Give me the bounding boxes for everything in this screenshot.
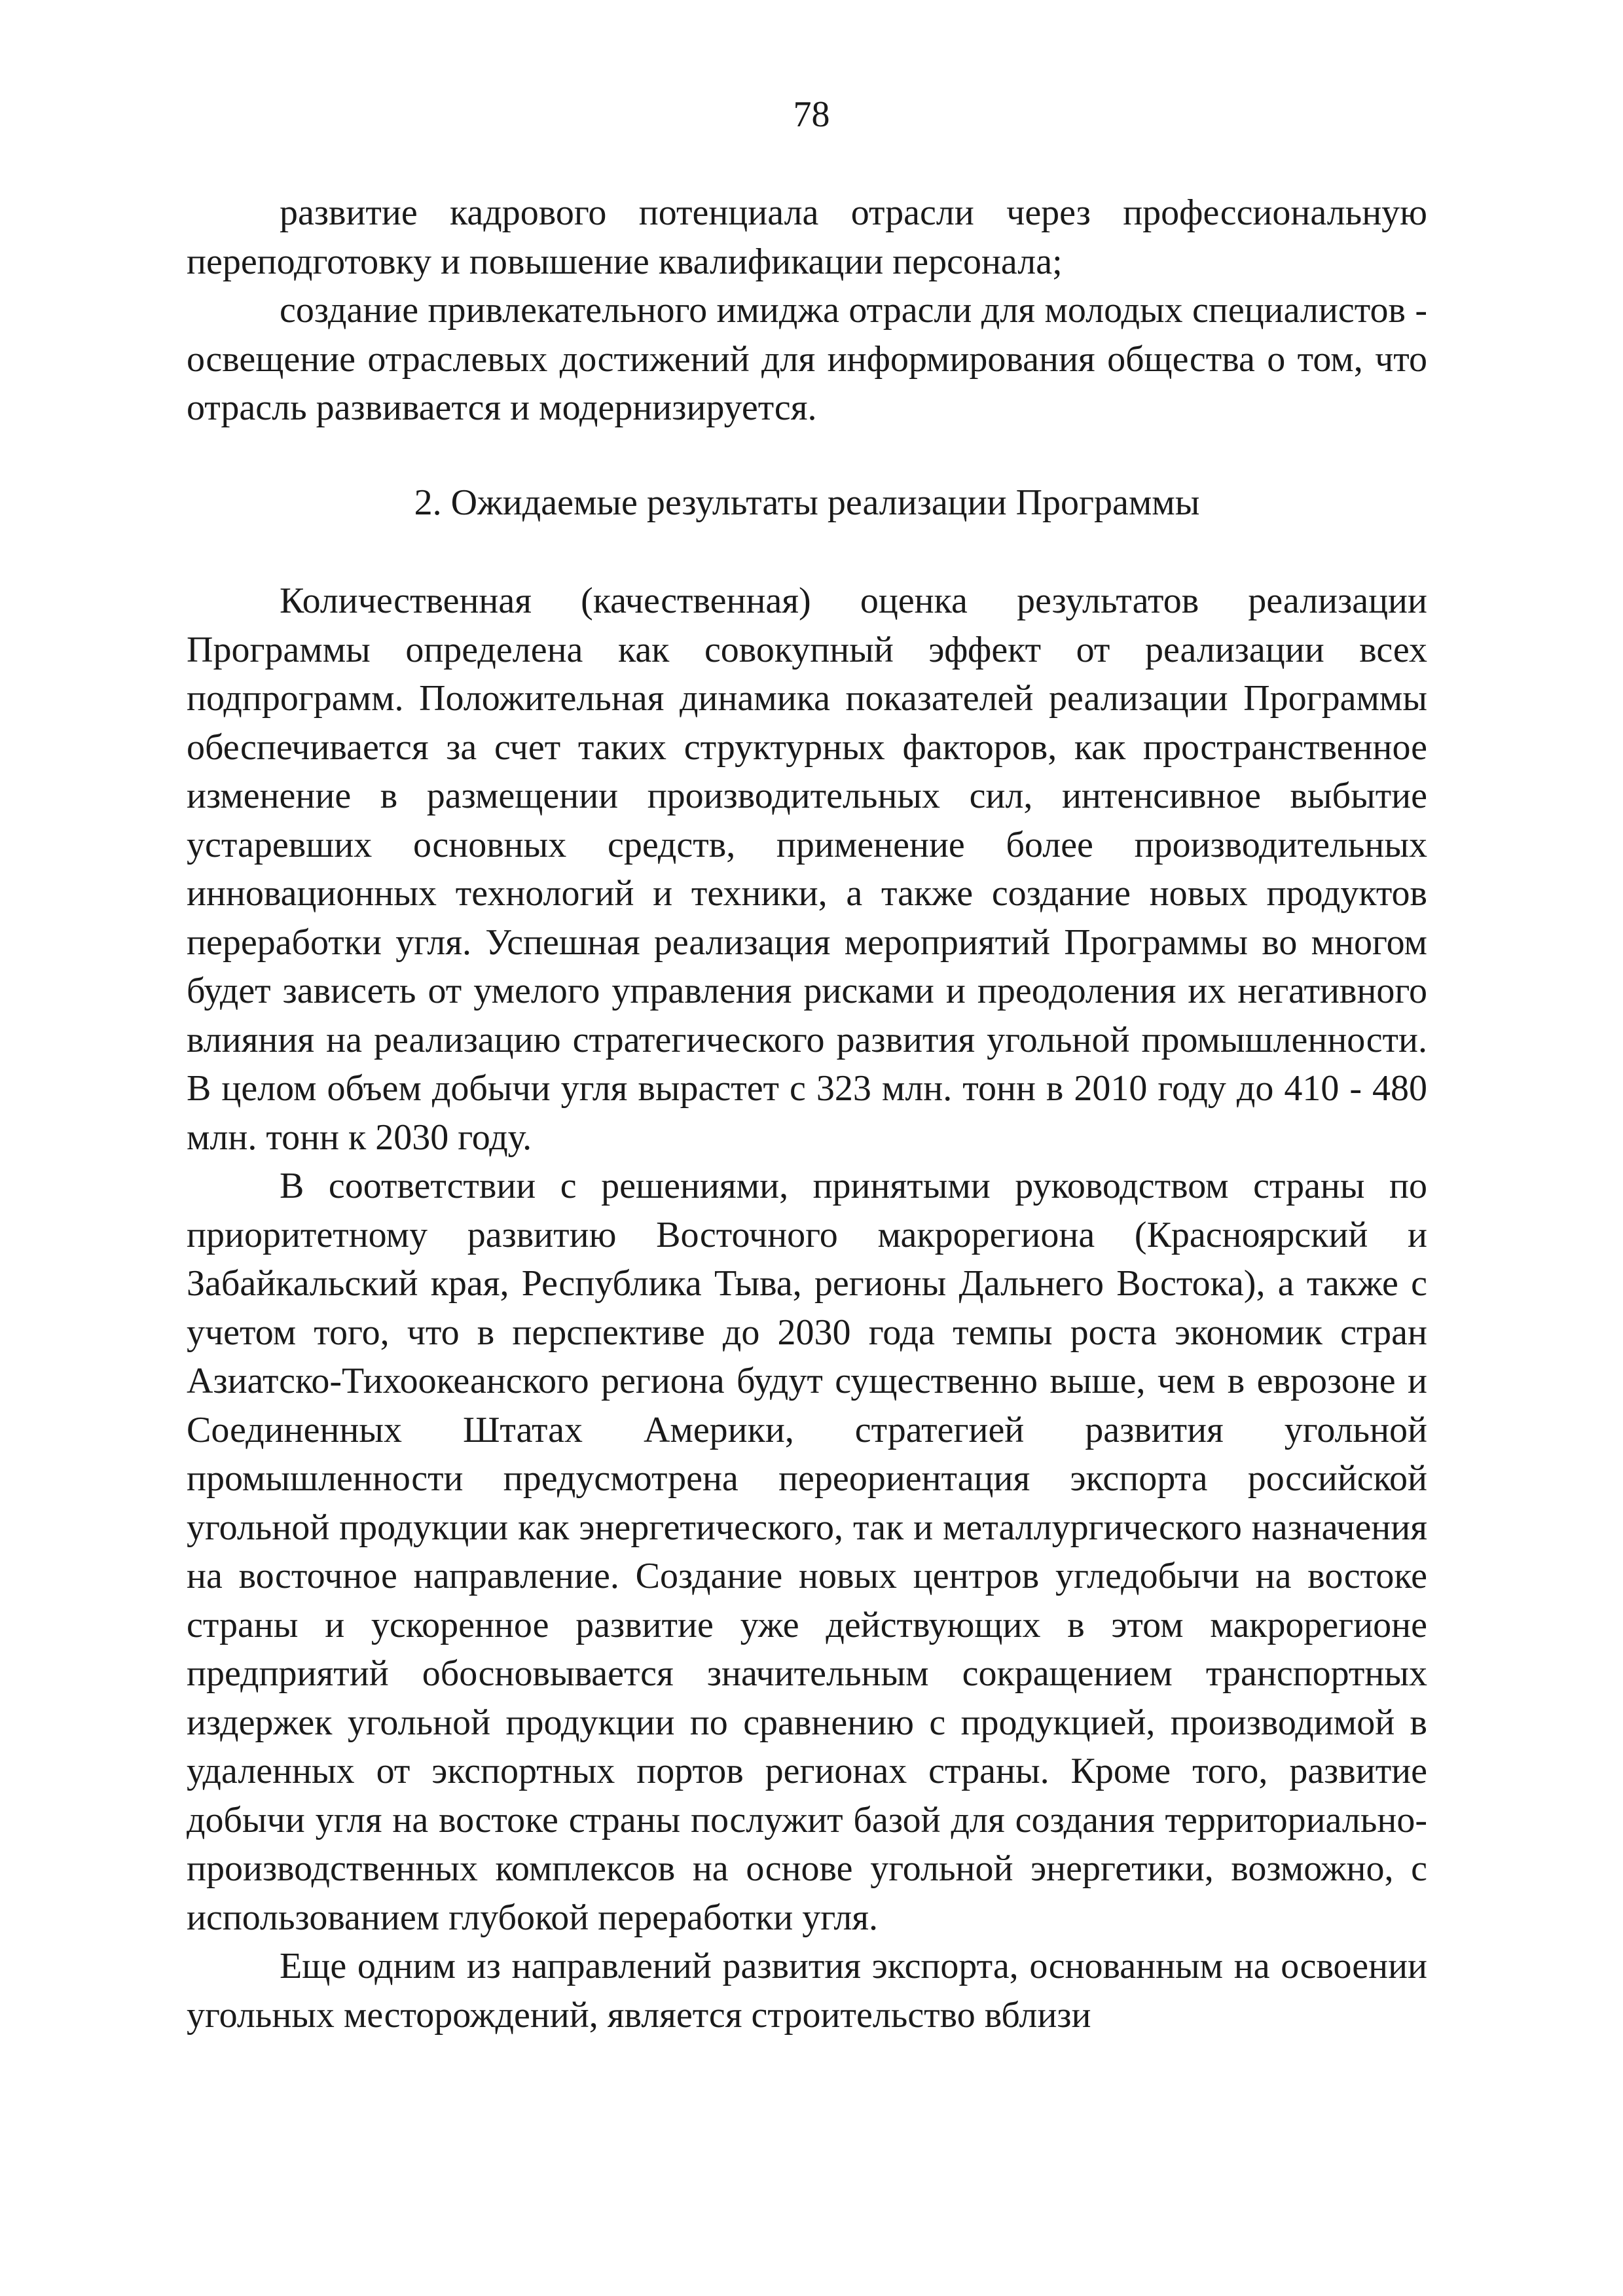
paragraph-results-assessment: Количественная (качественная) оценка результатов реализации Программы определена как совокупный эффект от реализации всех подпрограмм. Положительная динамика показателей реализации Программы обеспечивается за счет таких структурных факторов, как пространственное изменение в размещении производительных сил, интенсивное выбытие устаревших основных средств, применение более производительных инновационных технологий и техники, а также создание новых продуктов переработки угля. Успешная реализация мероприятий Программы во многом будет зависеть от умелого управления рисками и преодоления их негативного влияния на реализацию стратегического развития угольной промышленности. В целом объем добычи угля вырастет с 323 млн. тонн в 2010 году до 410 - 480 млн. тонн к 2030 году.: [187, 581, 1427, 1158]
intro-paragraph-1: развитие кадрового потенциала отрасли через профессиональную переподготовку и повышение квалификации персонала;: [187, 192, 1427, 282]
page-number: 78: [793, 94, 830, 135]
paragraph-export-direction: Еще одним из направлений развития экспорта, основанным на освоении угольных месторождений, является строительство вблизи: [187, 1946, 1427, 2036]
document-body: [187, 188, 1427, 2039]
intro-paragraph-2: создание привлекательного имиджа отрасли для молодых специалистов - освещение отраслевых достижений для информирования общества о том, что отрасль развивается и модернизируется.: [187, 290, 1427, 428]
paragraph-eastern-macroregion: В соответствии с решениями, принятыми руководством страны по приоритетному развитию Восточного макрорегиона (Красноярский и Забайкальский края, Республика Тыва, регионы Дальнего Востока), а также с учетом того, что в перспективе до 2030 года темпы роста экономик стран Азиатско-Тихоокеанского региона будут существенно выше, чем в еврозоне и Соединенных Штатах Америки, стратегией развития угольной промышленности предусмотрена переориентация экспорта российской угольной продукции как энергетического, так и металлургического назначения на восточное направление. Создание новых центров угледобычи на востоке страны и ускоренное развитие уже действующих в этом макрорегионе предприятий обосновывается значительным сокращением транспортных издержек угольной продукции по сравнению с продукцией, производимой в удаленных от экспортных портов регионах страны. Кроме того, развитие добычи угля на востоке страны послужит базой для создания территориально-производственных комплексов на основе угольной энергетики, возможно, с использованием глубокой переработки угля.: [187, 1166, 1427, 1938]
section-heading: 2. Ожидаемые результаты реализации Программы: [414, 482, 1200, 523]
